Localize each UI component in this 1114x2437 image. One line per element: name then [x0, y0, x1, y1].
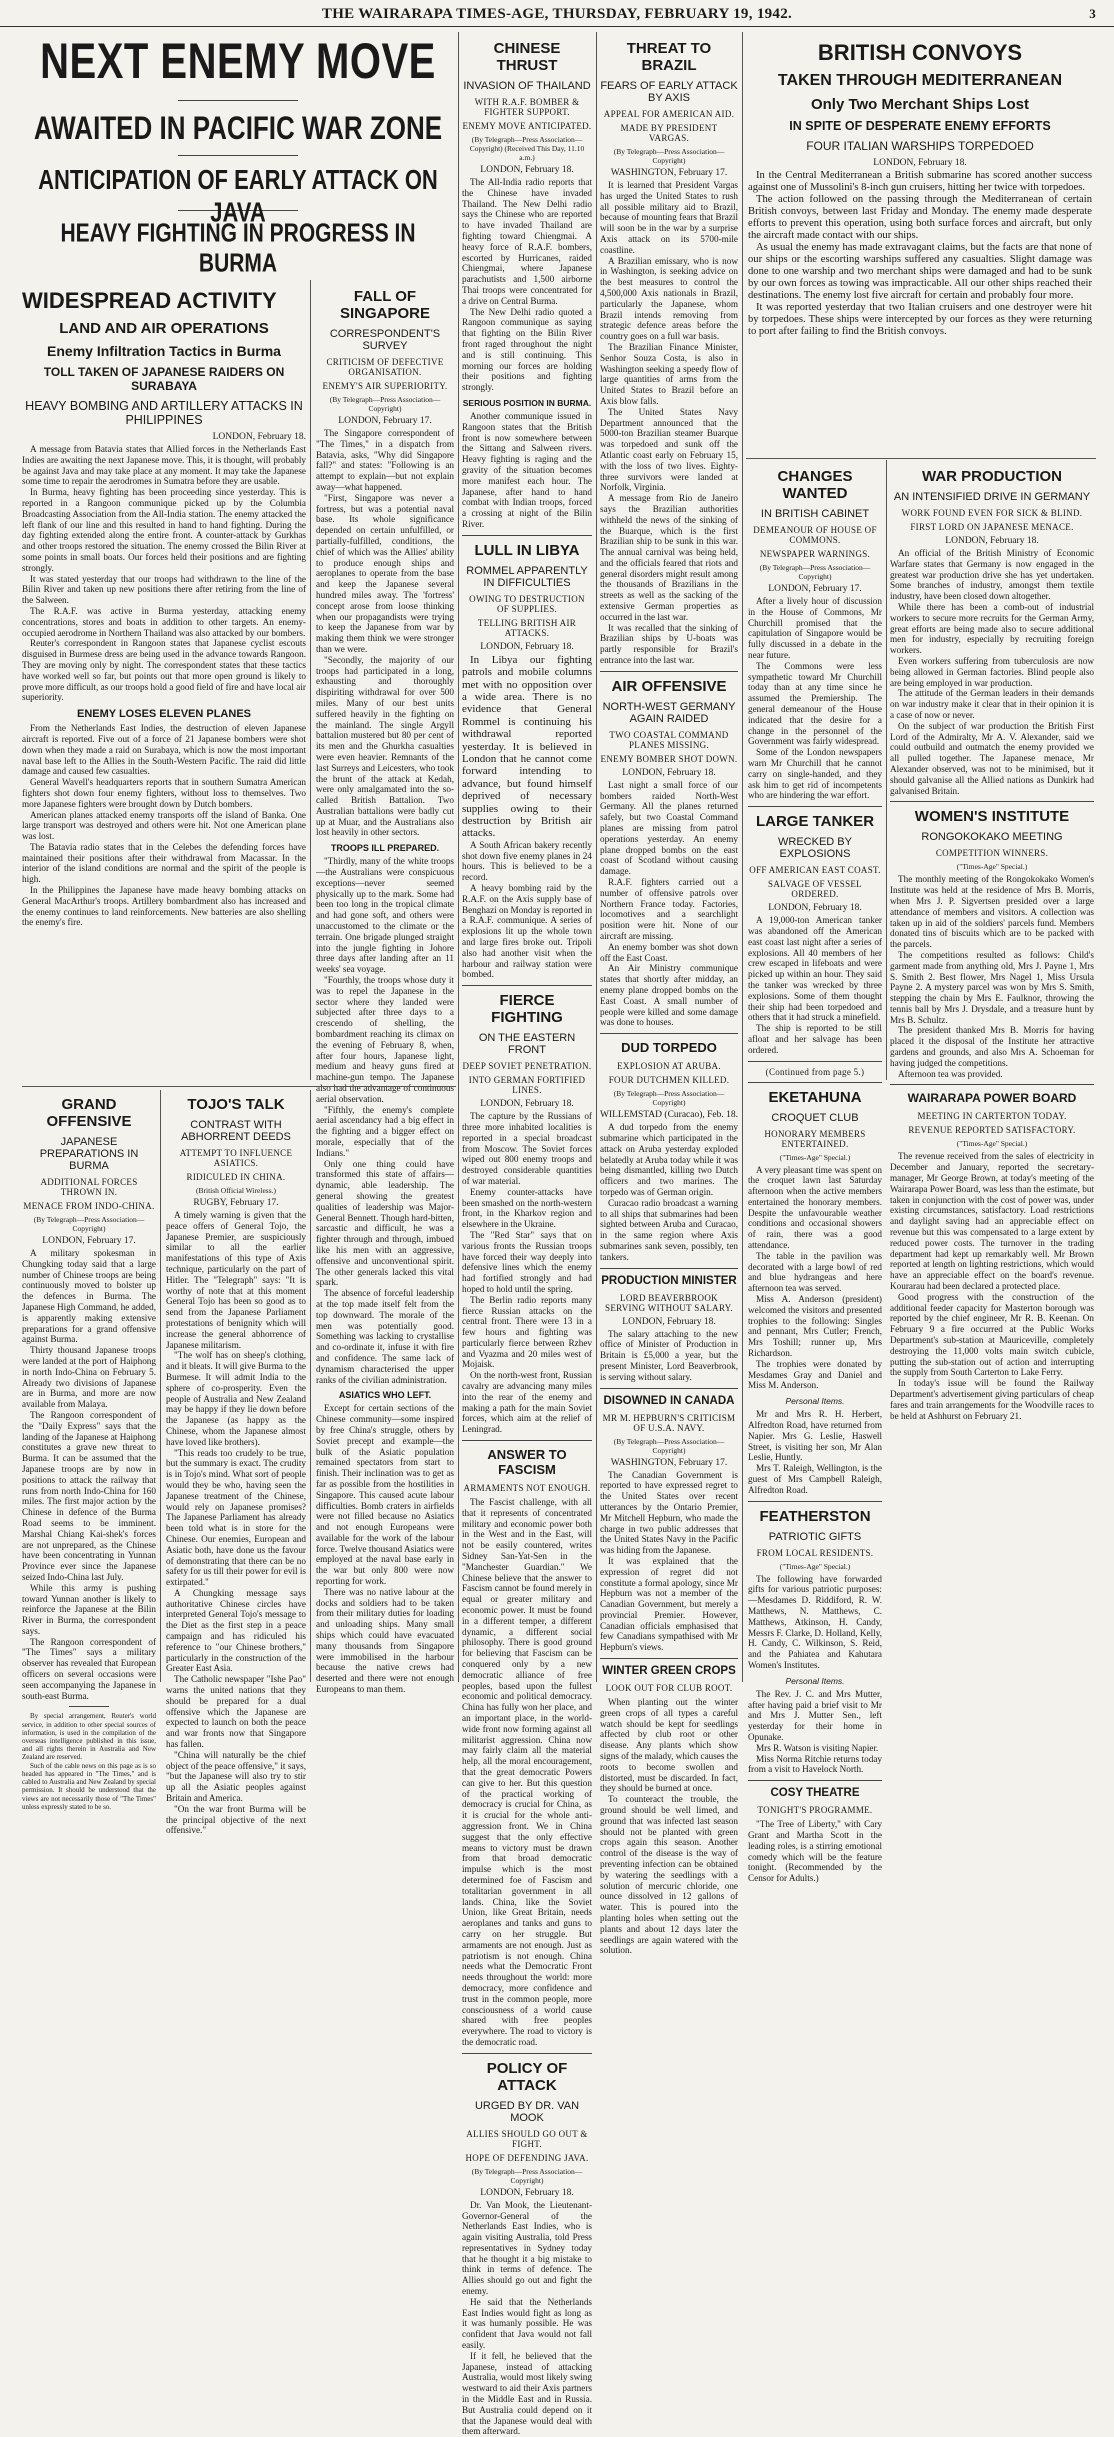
dateline: LONDON, February 17.	[338, 416, 432, 426]
paragraph: Afternoon tea was provided.	[898, 1068, 1003, 1079]
subheadline: HEAVY BOMBING AND ARTILLERY ATTACKS IN PHILIPPINES	[25, 399, 303, 427]
article-threat-to-brazil	[600, 40, 738, 666]
paragraph: The Fascist challenge, with all that it represents of concentrated military and economic power both in the West and in the East, will not be easily countered, writes Sidney San-Yat-Sen in the "Manchester Guardian." We Chinese believe that the answer to Fascism cannot be found merely in equal or greater military and economic power. It must be found in a different temper, a different dynamic, a different social philosophy. There is good ground for believing that Fascism can be conquered only by a new democratic alliance of free peoples, based upon the fullest economic and political democracy. China has fully won her place, and an important place, in the world-wide front now forming against all militarist aggression. China now may fairly claim all the material help, all the moral encouragement, that the great democratic Powers can give to her. But this question of the practical working of democracy is crucial for China, as it is crucial for the whole anti-aggression front. We in China suggest that the only effective means to victory must be drawn from that broad democratic impulse which is the most determined foe of Fascism and totalitarian government in all lands. China, like the Soviet Union, like Great Britain, needs aeroplanes and tanks and guns to carry on her struggle. But armaments are not enough. Just as patriotism is not enough. China needs what the Democratic Front needs throughout the world: more democracy, more confidence and trust in the common people, more consciousness of a world cause shared with free peoples everywhere. The road to victory is the democratic road.	[462, 1497, 592, 2047]
article-war-production	[890, 468, 1094, 796]
article-cosy-theatre	[748, 1787, 882, 1884]
column-rule	[458, 32, 459, 1682]
paragraph: The absence of forceful leadership at the top made itself felt from the top downward. The morale of the men was potentially good. Something was lacking to crystallise and co-ordinate it, infuse it with fire and confidence. The same lack of dynamism characterised the upper ranks of the civilian administration.	[316, 1288, 454, 1385]
subheadline: FOUR ITALIAN WARSHIPS TORPEDOED	[806, 139, 1034, 153]
paragraph: Mr and Mrs R. H. Herbert, Alfredton Road, have returned from Napier. Mrs G. Leslie, Haswell Street, is visiting her son, Mr Alan Leslie, Huntly.	[748, 1409, 882, 1463]
masthead	[0, 6, 1114, 27]
credit-line: (British Official Wireless.)	[195, 1186, 277, 1195]
paragraph: A Chungking message says authoritative Chinese circles have interpreted General Tojo's message to the Diet as the first step in a peace campaign and has ridiculed his reference to "our Chinese brothers," particularly in the construction of the Greater East Asia.	[166, 1587, 306, 1674]
subheadline: CRITICISM OF DEFECTIVE ORGANISATION.	[326, 357, 444, 377]
credit-line: ("Times-Age" Special.)	[779, 1152, 851, 1162]
subheadline: MENACE FROM INDO-CHINA.	[23, 1201, 155, 1211]
paragraph: An official of the British Ministry of Economic Warfare states that Germany is now engaged in the greatest war production drive she has yet undertaken. Some branches of industry, amongst them textile industry, have been closed down altogether.	[890, 548, 1094, 602]
paragraph: Last night a small force of our bombers raided North-West Germany. All the planes returned safely, but two Coastal Command planes are missing from patrol operations yesterday. An enemy plane dropped bombs on the east coast of Scotland without causing damage.	[600, 779, 738, 877]
paragraph: The United States Navy Department announced that the 5000-ton Brazilian steamer Buarque was torpedoed and sunk off the Atlantic coast early on February 15, with the loss of two lives. Eighty-three survivors were landed at Norfolk, Virginia.	[600, 406, 738, 493]
subheadline: NORTH-WEST GERMANY AGAIN RAIDED	[602, 700, 736, 725]
paragraph: If it fell, he believed that the Japanese, instead of attacking Australia, would most likely swing westward to aid their Axis partners in the Middle East and in Russia. But Australia could depend on it that the Japanese would deal with them afterward.	[462, 2350, 592, 2437]
credit-line: (By Telegraph—Press Association—Copyright) (Received This Day, 11.10 a.m.)	[469, 135, 585, 162]
article-power-board	[890, 1091, 1094, 1421]
subheadline: RONGOKOKAKO MEETING	[921, 831, 1063, 844]
paragraph: The attitude of the German leaders in their demands on war industry make it clear that in their opinion it is a case of now or never.	[890, 688, 1094, 720]
paragraph: There was no native labour at the docks and soldiers had to be taken from their military duties for loading and unloading ships. Many small ships which could have evacuated many thousands from Singapore were immobilised in the harbour because the native crews had deserted and there were not enough Europeans to man them.	[316, 1586, 454, 1695]
subheadline: ADDITIONAL FORCES THROWN IN.	[40, 1177, 138, 1197]
paragraph: "On the war front Burma will be the principal objective of the next offensive."	[166, 1803, 306, 1836]
dateline: LONDON, February 18.	[480, 2187, 574, 2198]
headline: FIERCE FIGHTING	[491, 992, 563, 1027]
lead-subhead-3: HEAVY FIGHTING IN PROGRESS IN BURMA	[60, 219, 416, 278]
column-rule	[596, 32, 597, 1682]
dateline: LONDON, February 18.	[873, 158, 967, 168]
section-rule	[22, 1086, 456, 1087]
headline: THREAT TO BRAZIL	[626, 40, 712, 74]
paragraph: R.A.F. fighters carried out a number of offensive patrols over Northern France today. Factories, locomotives and a searchlight position were hit. None of our aircraft are missing.	[600, 877, 738, 942]
article-winter-green-crops	[600, 1665, 738, 1956]
paragraph: As usual the enemy has made extravagant claims, but the facts are that none of our ships or the escorting warships suffered any casualties. Slight damage was done to one warship and two merchant ships were damaged and had to be sunk by our own forces as towing was impracticable. All our other ships reached their destinations. The enemy lost five aircraft for certain and probably four more.	[748, 242, 1092, 301]
subheadline: Enemy Infiltration Tactics in Burma	[47, 343, 281, 359]
paragraph: On the north-west front, Russian cavalry are advancing many miles into the rear of the enemy and making a path for the main Soviet forces, which aim at the relief of Leningrad.	[462, 1370, 592, 1435]
paragraph: A Brazilian emissary, who is now in Washington, is seeking advice on the best measures to control the 4,500,000 Axis nationals in Brazil, particularly the Japanese, whom Brazil intends removing from strategic defence areas before the country goes on a full war basis.	[600, 255, 738, 342]
paragraph: "This reads too crudely to be true, but the summary is exact. The crudity is in Tojo's mind. What sort of people would they be who, having seen the Japanese treatment of the Chinese, would rely on Japanese promises? The Japanese Parliament has already been told what is in store for the Chinese. Our enemies, European and Asiatic both, have done us the favour of demonstrating that there can be no safety for us till their power for evil is extirpated."	[166, 1447, 306, 1588]
subheadline: ENEMY'S AIR SUPERIORITY.	[322, 381, 448, 391]
paragraph: Except for certain sections of the Chinese community—some inspired by free China's struggle, others by Soviet precept and example—the bulk of the Asiatic population remained spectators from start to finish. Their inclination was to get as far as possible from the hostilities in Singapore. This caused acute labour difficulties. Bomb craters in airfields were not filled because no Asiatics and not enough Europeans were available for the work of the labour force. Twelve thousand Asiatics were employed at the naval base early in the war but only 800 were now reporting for work.	[316, 1403, 454, 1587]
headline: WOMEN'S INSTITUTE	[914, 808, 1070, 826]
page-number: 3	[1089, 6, 1096, 21]
paragraph: He said that the Netherlands East Indies would fight as long as it was humanly possible. He was confident that Java would not fall easily.	[462, 2296, 592, 2351]
subheadline: CONTRAST WITH ABHORRENT DEEDS	[181, 1119, 291, 1143]
paragraph: It was reported yesterday that two Italian cruisers and one destroyer were hit by torpedoes. These ships were intercepted by our forces as they were returning to port after failing to find the British convoys.	[748, 302, 1092, 337]
article-lull-in-libya	[462, 542, 592, 980]
headline: AIR OFFENSIVE	[611, 677, 727, 695]
section-subhead: ENEMY LOSES ELEVEN PLANES	[76, 708, 251, 721]
section-subhead: TROOPS ILL PREPARED.	[330, 843, 440, 854]
subheadline: JAPANESE PREPARATIONS IN BURMA	[39, 1136, 139, 1172]
lead-subhead-1: AWAITED IN PACIFIC WAR ZONE	[33, 109, 443, 147]
subheadline: HONORARY MEMBERS ENTERTAINED.	[764, 1128, 866, 1149]
subheadline: ALLIES SHOULD GO OUT & FIGHT.	[466, 2128, 588, 2149]
paragraph: Curacao radio broadcast a warning to all ships that submarines had been sighted between Aruba and Curacao, in the same region where Axis submarines sank seven, possibly, ten tankers.	[600, 1197, 738, 1262]
article-changes-wanted	[748, 468, 882, 801]
subheadline: ROMMEL APPARENTLY IN DIFFICULTIES	[466, 564, 588, 589]
headline: GRAND OFFENSIVE	[46, 1096, 132, 1130]
section-subhead: Personal Items.	[785, 1675, 845, 1686]
section-subhead: SERIOUS POSITION IN BURMA.	[462, 397, 592, 408]
credit-line: (By Telegraph—Press Association—Copyright)	[759, 563, 871, 581]
headline: FALL OF SINGAPORE	[339, 288, 430, 322]
section-subhead: Personal Items.	[785, 1396, 845, 1407]
paragraph: It is learned that President Vargas has urged the United States to rush all possible military aid to Brazil, because of mounting fears that Brazil will soon be in the war by a surprise Axis attack on its 5700-mile coastline.	[600, 180, 738, 255]
paragraph: "The Tree of Liberty," with Cary Grant and Martha Scott in the leading roles, is a stirring emotional comedy which will be the feature tonight. (Recommended by the Censor for Adults.)	[748, 1819, 882, 1884]
column-4	[600, 34, 739, 1956]
credit-line: ("Times-Age" Special.)	[779, 1561, 851, 1571]
paragraph: The Batavia radio states that in the Celebes the defending forces have maintained their positions after their withdrawal from Macassar. In the interior of the island conditions are normal and the spirit of the people is high.	[22, 841, 306, 885]
paragraph: "Fifthly, the enemy's complete aerial ascendancy had a big effect in the fighting and a bigger effect on morale, especially that of the Indians."	[316, 1104, 454, 1158]
credit-line: (By Telegraph—Press Association—Copyright)	[613, 1089, 725, 1108]
subheadline: DEMEANOUR OF HOUSE OF COMMONS.	[753, 525, 877, 545]
subheadline: CORRESPONDENT'S SURVEY	[329, 328, 441, 352]
paragraph: The Brazilian Finance Minister, Senhor Souza Costa, is also in Washington seeking a speedy flow of large quantities of arms from the United States to Brazil before an Axis blow falls.	[600, 341, 738, 406]
headline: FEATHERSTON	[759, 1507, 871, 1525]
paragraph: Miss Norma Ritchie returns today from a visit to Havelock North.	[748, 1753, 882, 1775]
paragraph: The president thanked Mrs B. Morris for having placed it the disposal of the Institute her attractive gardens and grounds, and also Mrs A. Schoeman for having judged the competitions.	[890, 1025, 1094, 1068]
paragraph: The following have forwarded gifts for various patriotic purposes:—Mesdames D. Riddiford, R. W. Matthews, N. Matthews, C. Matthews, Atkinson, H. Candy, Messrs F. Clarke, D. Holland, Kelly, H. Candy, C. Wilkinson, S. Reid, and the Pahiatea and Kahutara Women's Institutes.	[748, 1573, 882, 1670]
footnote: By special arrangement, Reuter's world service, in addition to other special sources of information, is used in the compilation of the overseas intelligence published in this issue, and all rights therein in Australia and New Zealand are reserved.	[22, 1712, 156, 1762]
subheadline: MADE BY PRESIDENT VARGAS.	[620, 123, 718, 143]
headline: BRITISH CONVOYS	[817, 40, 1023, 65]
headline: PRODUCTION MINISTER	[601, 1274, 737, 1287]
credit-line: ("Times-Age" Special.)	[956, 1139, 1028, 1149]
paragraph: An enemy bomber was shot down off the East Coast.	[600, 941, 738, 963]
paragraph: The All-India radio reports that the Chinese have invaded Thailand. The New Delhi radio says the Chinese who are reported to have invaded Thailand are fighting toward Chiengmai. A heavy force of R.A.F. bombers, escorted by Hurricanes, raided Chiengmai, where Japanese parachutists and 1,500 airborne Thai troops were concentrated for a drive on Central Burma.	[462, 177, 592, 306]
article-answer-to-fascism	[462, 1447, 592, 2048]
paragraph: The ship is reported to be still afloat and her salvage has been ordered.	[748, 1023, 882, 1055]
masthead-title: THE WAIRARAPA TIMES-AGE, THURSDAY, FEBRUARY 19, 1942.	[321, 6, 793, 22]
paragraph: When planting out the winter green crops of all types a careful watch should be kept for seedlings affected by club root or other disease. Any plants which show signs of the malady, which causes the roots to become swollen and distorted, must be discarded. In fact, they should be burned at once.	[600, 1697, 738, 1794]
credit-line: (By Telegraph—Press Association—Copyright)	[613, 147, 725, 165]
subheadline: OWING TO DESTRUCTION OF SUPPLIES.	[469, 593, 585, 614]
subheadline: FIRST LORD ON JAPANESE MENACE.	[910, 522, 1074, 532]
paragraph: It was stated yesterday that our troops had withdrawn to the line of the Bilin River and taken up new positions there after retiring from the line of the Salween.	[22, 573, 306, 606]
subheadline: FEARS OF EARLY ATTACK BY AXIS	[600, 80, 738, 104]
subheadline: FOUR DUTCHMEN KILLED.	[608, 1075, 730, 1086]
paragraph: "Thirdly, many of the white troops—the Australians were conspicuous exceptions—never seemed physically up to the mark. Some had been too long in the tropical climate and had gone soft, and others were unaccustomed to the climate or the terrain. One brigade plunged straight into the jungle fighting in Johore three days after landing after an 11 weeks' sea voyage.	[316, 856, 454, 975]
paragraph: Even workers suffering from tuberculosis are now being allowed in German factories. Blind people also are being employed in war production.	[890, 655, 1094, 688]
headline: CHANGES WANTED	[777, 468, 853, 502]
credit-line: ("Times-Age" Special.)	[956, 862, 1028, 872]
paragraph: A message from Batavia states that Allied forces in the Netherlands East Indies are awaiting the next Japanese move. This, it is thought, will probably be against Java and may take place at any moment. It may take the Japanese some time to repair the aerodromes in Sumatra before they are usable.	[22, 444, 306, 487]
dateline: WASHINGTON, February 17.	[610, 1457, 728, 1468]
headline: LARGE TANKER	[755, 813, 875, 831]
paragraph: The R.A.F. was active in Burma yesterday, attacking enemy concentrations, stores and boats in addition to other targets. An enemy-occupied aerodrome in Northern Thailand was also attacked by our bombers.	[22, 605, 306, 638]
paragraph: The table in the pavilion was decorated with a large bowl of red and blue hydrangeas and here afternoon tea was served.	[748, 1250, 882, 1294]
dateline: WILLEMSTAD (Curacao), Feb. 18.	[600, 1110, 739, 1121]
paragraph: Enemy counter-attacks have been smashed on the north-western front, in the Kharkov region and elsewhere in the Ukraine.	[462, 1186, 592, 1230]
credit-line: (By Telegraph—Press Association—Copyright)	[329, 395, 441, 413]
paragraph: A very pleasant time was spent on the croquet lawn last Saturday afternoon when the active members entertained the honorary members. Despite the unfavourable weather conditions and occasional showers of rain, there was a good attendance.	[748, 1164, 882, 1251]
subheadline: ATTEMPT TO INFLUENCE ASIATICS.	[179, 1148, 293, 1168]
paragraph: The Singapore correspondent of "The Times," in a dispatch from Batavia, asks, "Why did Singapore fall?" and states: "Following is an attempt to explain—but not explain away—what happened.	[316, 428, 454, 492]
lead-subhead-2: ANTICIPATION OF EARLY ATTACK ON JAVA	[38, 164, 438, 228]
paragraph: Mrs T. Raleigh, Wellington, is the guest of Mrs Campbell Raleigh, Alfredton Road.	[748, 1463, 882, 1495]
headline: WIDESPREAD ACTIVITY	[22, 288, 277, 313]
subheadline: IN BRITISH CABINET	[760, 508, 870, 520]
paragraph: "The wolf has on sheep's clothing, and it bleats. It will give Burma to the Burmese. It will admit India to the sphere of co-prosperity. Even the people of Australia and New Zealand may be happy if they lie down before the Japanese (as happy as the Chinese, whom the Japanese almost have loved like brothers).	[166, 1350, 306, 1447]
paragraph: Good progress with the construction of the additional feeder capacity for Masterton borough was reported by the chief engineer, Mr R. B. Keenan. On February 9 a fire occurred at the Public Works Department's sub-station at Mauriceville, completely destroying the 11,000 volts main switch cubicle, putting the sub-station out of action and interrupting the supply from South Carterton to Lake Ferry.	[890, 1291, 1094, 1378]
paragraph: The competitions resulted as follows: Child's garment made from anything old, Mrs J. Payne 1, Mrs S. Smith 2. Best flower, Mrs Nagel 1, Miss Ursula Payne 2. A mystery parcel was won by Mrs S. Smith, stepping the chain by Mrs E. Faulknor, throwing the tennis ball by Mrs J. Drysdale, and a treasure hunt by Mrs B. Schultz.	[890, 949, 1094, 1025]
paragraph: The Canadian Government is reported to have expressed regret to the United States over recent utterances by the Ontario Premier, Mr Mitchell Hepburn, who made the charge in two public addresses that the United States Navy in the Pacific was hiding from the Japanese.	[600, 1469, 738, 1556]
article-british-convoys	[748, 34, 1092, 454]
credit-line: (By Telegraph—Press Association—Copyright)	[33, 1215, 145, 1233]
headline: DISOWNED IN CANADA	[603, 1394, 735, 1407]
headline: ANSWER TO FASCISM	[487, 1447, 567, 1478]
subheadline: DEEP SOVIET PENETRATION.	[462, 1061, 592, 1072]
paragraph: A dud torpedo from the enemy submarine which participated in the attack on Aruba yesterday exploded belatedly at Aruba today while it was being dismantled, killing two Dutch officers and two marines. The torpedo was of German origin.	[600, 1122, 738, 1197]
subheadline: TELLING BRITISH AIR ATTACKS.	[477, 617, 577, 638]
column-rule	[310, 1090, 311, 1682]
subheadline: RIDICULED IN CHINA.	[186, 1172, 286, 1182]
paragraph: The trophies were donated by Mesdames Gray and Daniel and Miss M. Anderson.	[748, 1358, 882, 1391]
article-air-offensive	[600, 678, 738, 1028]
headline: WAIRARAPA POWER BOARD	[907, 1091, 1077, 1106]
paragraph: A South African bakery recently shot down five enemy planes in 24 hours. This is believed to be a record.	[462, 839, 592, 883]
article-chinese-thrust	[462, 40, 592, 530]
paragraph: The Commons were less sympathetic toward Mr Churchill today than at any time since he assumed the Premiership. The general demeanour of the House indicated that the desire for a change in the personnel of the Government was fairly widespread.	[748, 660, 882, 747]
section-subhead: ASIATICS WHO LEFT.	[338, 1390, 432, 1401]
headline: WAR PRODUCTION	[922, 468, 1062, 485]
dateline: LONDON, February 18.	[945, 536, 1039, 546]
dateline: LONDON, February 18.	[622, 767, 716, 778]
subheadline: TAKEN THROUGH MEDITERRANEAN	[777, 72, 1063, 89]
dateline: LONDON, February 18.	[212, 432, 306, 442]
paragraph: "China will naturally be the chief object of the peace offensive," it says, "but the Japanese will also try to stir up all the Asiatic peoples against Britain and America.	[166, 1749, 306, 1804]
paragraph: "Secondly, the majority of our troops had participated in a long, exhausting and thoroughly dispiriting withdrawal for over 500 miles. Many of our best units suffered heavily in the fighting on the mainland. The single Argyll battalion mustered but 80 per cent of its men and the Ghurkha casualties were even heavier. Remnants of the last Surreys and Leicesters, who took the brunt of the attack at Kedah, were only amalgamated into the so-called British Battalion. Two Australian battalions were badly cut up at Muar, and the Australians also lost heavily in other sectors.	[316, 654, 454, 838]
article-disowned-in-canada	[600, 1395, 738, 1654]
subheadline: INVASION OF THAILAND	[463, 80, 591, 92]
article-womens-institute	[890, 808, 1094, 1079]
subheadline: OFF AMERICAN EAST COAST.	[749, 865, 881, 876]
article-grand-offensive	[22, 1090, 156, 1811]
paragraph: The Rangoon correspondent of the "Daily Express" says that the landing of the Japanese at Haiphong constitutes a grave new threat to Burma. It can be assumed that the Japanese troops are by now in positions to attack the railway that runs from north Indo-China for 160 miles. The first major action by the Chinese in defence of the Burma Road seems to be imminent. Marshal Chiang Kai-shek's forces are not unprepared, as the Chinese have been concentrating in Yunnan Province ever since the Japanese seized Indo-China last July.	[22, 1409, 156, 1582]
dateline: LONDON, February 18.	[480, 641, 574, 652]
subheadline: HOPE OF DEFENDING JAVA.	[465, 2152, 589, 2163]
column-5	[748, 462, 882, 1884]
subheadline: URGED BY DR. VAN MOOK	[474, 2099, 580, 2124]
subheadline: NEWSPAPER WARNINGS.	[759, 549, 871, 559]
footnote: Such of the cable news on this page as is so headed has appeared in "The Times," and is cabled to Australia and New Zealand by special permission. It should be understood that the views are not necessarily those of "The Times" unless expressly stated to be so.	[22, 1761, 156, 1811]
subheadline: EXPLOSION AT ARUBA.	[617, 1061, 721, 1072]
article-eketahuna	[748, 1089, 882, 1496]
paragraph: In the Central Mediterranean a British submarine has scored another success against one of Mussolini's 8-inch gun cruisers, hitting her twice with torpedoes.	[748, 170, 1092, 193]
article-tojos-talk	[166, 1090, 306, 1836]
credit-line: (By Telegraph—Press Association—Copyright)	[471, 2166, 583, 2185]
subheadline: MEETING IN CARTERTON TODAY.	[917, 1111, 1067, 1122]
paragraph: In today's issue will be found the Railway Department's advertisement giving particulars of cheap fares and train arrangements for the Woodville races to be held at Ashhurst on February 21.	[890, 1378, 1094, 1421]
article-featherston	[748, 1508, 882, 1776]
paragraph: To counteract the trouble, the ground should be well limed, and ground that was infected last season should not be planted with green crops again this season. Another control of the disease is the way of preventing infection can be obtained by watering the seedlings with a solution of mercuric chloride, one ounce dissolved in 12 gallons of water. This is poured into the planting holes when setting out the plants and about 12 days later the seedlings are again watered with the solution.	[600, 1794, 738, 1956]
paragraph: "Fourthly, the troops whose duty it was to repel the Japanese in the sector where they landed were subjected after three days to a crescendo of shelling, the bombardment reaching its climax on the evening of February 8, when, after four hours, Japanese light, medium and heavy guns fired at machine-gun tempo. The Japanese also had the advantage of continuous aerial observation.	[316, 975, 454, 1104]
dateline: LONDON, February 18.	[480, 1099, 574, 1110]
dateline: RUGBY, February 17.	[193, 1198, 279, 1208]
paragraph: The capture by the Russians of three more inhabited localities is reported in a special broadcast from Moscow. The Soviet forces wiped out 800 enemy troops and destroyed considerable quantities of war material.	[462, 1111, 592, 1186]
headline: POLICY OF ATTACK	[486, 2059, 568, 2094]
paragraph: The monthly meeting of the Rongokokako Women's Institute was held at the residence of Mrs B. Morris, when Mrs J. P. Sigvertsen presided over a large attendance of members and visitors. A collection was taken up in aid of the soldiers' parcels fund. Members donated tins of biscuits which are to be packed with the parcels.	[890, 874, 1094, 950]
headline: COSY THEATRE	[770, 1787, 860, 1800]
paragraph: American planes attacked enemy transports off the island of Banka. One large transport was destroyed and others were hit. Not one American plane was lost.	[22, 809, 306, 842]
paragraph: While there has been a comb-out of industrial workers to secure more recruits for the German Army, great efforts are being made also to secure additional men for industry, especially by recruiting foreign workers.	[890, 601, 1094, 656]
subheadline: ENEMY BOMBER SHOT DOWN.	[600, 753, 738, 764]
subheadline: CROQUET CLUB	[771, 1111, 859, 1124]
headline: WINTER GREEN CROPS	[602, 1665, 736, 1678]
paragraph: Thirty thousand Japanese troops were landed at the port of Haiphong in north Indo-China on February 5. Already two divisions of Japanese are in Burma, and more are now available from Malaya.	[22, 1345, 156, 1410]
headline: TOJO'S TALK	[187, 1096, 285, 1113]
paragraph: In the Philippines the Japanese have made heavy bombing attacks on General MacArthur's troops. Artillery bombardment also has increased and the enemy continues to land reinforcements. New batteries are also shelling the enemy's fire.	[22, 885, 306, 928]
subheadline: MR M. HEPBURN'S CRITICISM OF U.S.A. NAVY.	[602, 1412, 736, 1433]
credit-line: (By Telegraph—Press Association—Copyright)	[613, 1436, 725, 1455]
column-3	[462, 34, 592, 2437]
article-large-tanker	[748, 813, 882, 1055]
subheadline: AN INTENSIFIED DRIVE IN GERMANY	[893, 491, 1091, 503]
paragraph: In Burma, heavy fighting has been proceeding since yesterday. This is reported in a Rangoon communique picked up by the Columbia Broadcasting Association from the All-India station. The enemy attacked the left flank of our line and this resulted in hand to hand fighting. During the day fighting extended along the entire front. A counter-attack by Gurkhas and other troops restored the situation. The enemy crossed the Bilin River at some points in small boats. Our forces held their positions and are fighting strongly.	[22, 487, 306, 573]
paragraph: The action followed on the passing through the Mediterranean of certain British convoys, between last Friday and Monday. The enemy made desperate efforts to prevent this operation, using both surface forces and aircraft, but only the aircraft made contact with our ships.	[748, 194, 1092, 241]
article-widespread-activity	[22, 282, 306, 1082]
paragraph: A military spokesman in Chungking today said that a large number of Chinese troops are being continuously moved to bolster up the defences in Burma. The Japanese High Command, he added, is apparently making extensive preparations for a grand offensive against Burma.	[22, 1248, 156, 1345]
subheadline: ENEMY MOVE ANTICIPATED.	[462, 121, 592, 131]
article-fierce-fighting	[462, 992, 592, 1435]
headline: DUD TORPEDO	[621, 1040, 717, 1056]
paragraph: After a lively hour of discussion in the House of Commons, Mr Churchill promised that the capitulation of Singapore would be fully discussed in a debate in the near future.	[748, 596, 882, 660]
paragraph: Dr. Van Mook, the Lieutenant-Governor-General of the Netherlands East Indies, who is again visiting Australia, told Press representatives in Sydney today that he thought it a big mistake to think in terms of defence. The Allies should go out and fight the enemy.	[462, 2199, 592, 2297]
paragraph: The Rev. J. C. and Mrs Mutter, after having paid a brief visit to Mr and Mrs J. Mutter Sen., left yesterday for their home in Opunake.	[748, 1688, 882, 1742]
subheadline: TWO COASTAL COMMAND PLANES MISSING.	[609, 729, 729, 750]
column-rule	[886, 460, 887, 1080]
subheadline: PATRIOTIC GIFTS	[768, 1530, 862, 1543]
paragraph: Some of the London newspapers warn Mr Churchill that he cannot carry on single-handed, and they ask him to get rid of incompetents who are hindering the war effort.	[748, 747, 882, 801]
subheadline: IN SPITE OF DESPERATE ENEMY EFFORTS	[789, 119, 1051, 133]
subheadline: WRECKED BY EXPLOSIONS	[778, 836, 852, 861]
paragraph: The "Red Star" says that on various fronts the Russian troops have forced their way deeply into defensive lines which the enemy had fortified strongly and had hoped to hold until the spring.	[462, 1229, 592, 1294]
paragraph: Mrs R. Watson is visiting Napier.	[756, 1742, 879, 1753]
article-dud-torpedo	[600, 1040, 738, 1262]
subheadline: COMPETITION WINNERS.	[935, 848, 1049, 859]
paragraph: The New Delhi radio quoted a Rangoon communique as saying that fighting on the Bilin River front raged throughout the night and is still continuing. This morning our forces are holding their positions and fighting strongly.	[462, 306, 592, 393]
paragraph: A timely warning is given that the peace offers of General Tojo, the Japanese Premier, are suspiciously similar to all the earlier manifestations of this type of Axis technique, particularly on the part of Hitler. The "Telegraph" says: "It is worthy of note that at this moment General Tojo has been so good as to send from the Japanese Parliament protestations of benignity which will increase the general abhorrence of Japanese militarism.	[166, 1210, 306, 1350]
subheadline: APPEAL FOR AMERICAN AID.	[603, 109, 735, 119]
paragraph: It was explained that the expression of regret did not constitute a formal apology, since Mr Hepburn was not a member of the Canadian Government, but merely a provincial Premier. However, Canadian officials emphasised that few Canadians sympathised with Mr Hepburn's views.	[600, 1555, 738, 1653]
column-rule	[160, 1090, 161, 1682]
lead-headline: NEXT ENEMY MOVE	[40, 34, 436, 89]
subheadline: LOOK OUT FOR CLUB ROOT.	[605, 1683, 733, 1694]
article-fall-of-singapore	[316, 282, 454, 1695]
dateline: LONDON, February 18.	[768, 903, 862, 914]
dateline: LONDON, February 17.	[42, 1236, 136, 1246]
subheadline: WORK FOUND EVEN FOR SICK & BLIND.	[901, 508, 1083, 518]
column-rule	[310, 280, 311, 1080]
paragraph: The Rangoon correspondent of "The Times" says a military observer has revealed that European officers on several occasions were seen accompanying the Japanese in south-east Burma.	[22, 1636, 156, 1701]
paragraph: General Wavell's headquarters reports that in southern Sumatra American fighters shot down four enemy fighters, without loss to themselves. Two more Japanese fighters were brought down by Dutch bombers.	[22, 777, 306, 809]
subheadline: Only Two Merchant Ships Lost	[810, 96, 1030, 113]
article-policy-of-attack	[462, 2060, 592, 2437]
subheadline: SALVAGE OF VESSEL ORDERED.	[768, 879, 862, 900]
subheadline: TOLL TAKEN OF JAPANESE RAIDERS ON SURABAYA	[43, 365, 285, 393]
paragraph: While this army is pushing toward Yunnan another is likely to reinforce the Japanese at the Bilin River in Burma, the correspondent says.	[22, 1582, 156, 1636]
subheadline: ON THE EASTERN FRONT	[478, 1032, 576, 1057]
article-production-minister	[600, 1275, 738, 1383]
column-6	[890, 462, 1094, 1682]
paragraph: The salary attaching to the new office of Minister of Production in Britain is £5,000 a year, but the present Minister, Lord Beaverbrook, is serving without salary.	[600, 1328, 738, 1382]
column-rule	[742, 32, 743, 1682]
paragraph: Miss A. Anderson (president) welcomed the visitors and presented trophies to the following: Singles and pennant, Mrs Cutler; French, Mrs Toshill; runner up, Mrs Richardson.	[748, 1294, 882, 1359]
paragraph: Reuter's correspondent in Rangoon states that Japanese cyclist escouts disguised in Burmese dress are being used in the advance towards Rangoon. They are moving only by night. The correspondent states that these tactics have worked well so far, but points out that more open ground is likely to prove more difficult, as our troops hold a good field of fire and have local air superiority.	[22, 638, 306, 703]
paragraph: The Berlin radio reports many fierce Russian attacks on the central front. There were 13 in a few hours and fighting was particularly fierce between Rzhev and Vyazma and 20 miles west of Mojaisk.	[462, 1294, 592, 1370]
subheadline: TONIGHT'S PROGRAMME.	[757, 1805, 873, 1816]
dateline: LONDON, February 17.	[768, 584, 862, 594]
paragraph: Only one thing could have transformed this state of affairs—dynamic, able leadership. The general showing the greatest qualities of leadership was Major-General Bennett. Though hard-bitten, sarcastic and difficult, he was a fighter through and through, imbued like his men with an aggressive, offensive and unconventional spirit. The other generals lacked this vital spark.	[316, 1158, 454, 1288]
subheadline: INTO GERMAN FORTIFIED LINES.	[468, 1075, 586, 1096]
headline: EKETAHUNA	[768, 1088, 862, 1106]
dateline: LONDON, February 18.	[480, 165, 574, 175]
paragraph: On the subject of war production the British First Lord of the Admiralty, Mr A. V. Alexander, said we could outbuild and outmatch the enemy provided we all pulled together. The Japanese menace, Mr Alexander observed, was not to be minimised, but it should galvanise all the Allied nations as Dunkirk had galvanised Britain.	[890, 720, 1094, 796]
dateline: LONDON, February 18.	[622, 1316, 716, 1327]
paragraph: An Air Ministry communique states that shortly after midday, an enemy plane dropped bombs on the East Coast. A small number of people were killed and some damage was done to houses.	[600, 963, 738, 1028]
paragraph: A heavy bombing raid by the R.A.F. on the Axis supply base of Benghazi on Monday is reported in a R.A.F. communique. A series of explosions lit up the whole town and large fires broke out. Tripoli also had another visit when the harbour and railway station were bombed.	[462, 882, 592, 980]
paragraph: Another communique issued in Rangoon states that the British front is now somewhere between the Sittang and Salween rivers. Heavy fighting is raging and the gravity of the situation becomes more manifest each hour. The Japanese, after hand to hand combat with Indian troops, forced a crossing at night of the Bilin River.	[462, 410, 592, 529]
headline: CHINESE THRUST	[493, 40, 561, 74]
subheadline: FROM LOCAL RESIDENTS.	[756, 1547, 874, 1558]
continued-note: (Continued from page 5.)	[765, 1066, 865, 1077]
paragraph: A message from Rio de Janeiro says the Brazilian authorities withheld the news of the sinking of the Buarque, which is the first Brazilian ship to be sunk in this war. The annual carnival was being held, and the officials feared that riots and general disorders might result among the thousands of Brazilians in the streets as well as the sacking of the extensive German properties as occurred in the last war.	[600, 493, 738, 622]
subheadline: LORD BEAVERBROOK SERVING WITHOUT SALARY.	[605, 1292, 733, 1313]
subheadline: WITH R.A.F. BOMBER & FIGHTER SUPPORT.	[474, 97, 580, 117]
paragraph: "First, Singapore was never a fortress, but was a potential naval base. Its whole significance depended on certain unfulfilled, or partially-fulfilled, conditions, the chief of which was the Allies' ability to produce enough ships and aeroplanes to operate from the base and keep the Japanese several hundred miles away. The 'fortress' concept arose from loose thinking when our propagandists were trying to keep the Japanese from war by making them think we were stronger than we were.	[316, 492, 454, 654]
section-rule	[746, 458, 1096, 459]
paragraph: It was recalled that the sinking of Brazilian ships by U-boats was partly responsible for Brazil's entrance into the last war.	[600, 622, 738, 666]
paragraph: From the Netherlands East Indies, the destruction of eleven Japanese aircraft is reported. Five out of a force of 21 Japanese bombers were shot down when they made a raid on Surabaya, which is now the most important naval base left to the Allies in the South-Western Pacific. The raid did little damage and caused few casualties.	[22, 723, 306, 777]
subheadline: LAND AND AIR OPERATIONS	[59, 320, 269, 337]
subheadline: ARMAMENTS NOT ENOUGH.	[463, 1483, 591, 1494]
paragraph: A 19,000-ton American tanker was abandoned off the American east coast last night after a series of explosions. All 40 members of her crew escaped in lifeboats and were picked up within an hour. They said the tanker was wrecked by three explosions. Some of them thought their ship had been torpedoed and others that it had struck a minefield.	[748, 915, 882, 1023]
headline: LULL IN LIBYA	[474, 541, 580, 559]
paragraph: The Catholic newspaper "Ishe Pao" warns the united nations that they should be prepared for a dual offensive which the Japanese are expected to launch on both the peace and war fronts now that Singapore has fallen.	[166, 1674, 306, 1750]
subheadline: REVENUE REPORTED SATISFACTORY.	[908, 1125, 1076, 1136]
paragraph: The revenue received from the sales of electricity in December and January, reported the secretary-manager, Mr George Brown, at today's meeting of the Wairarapa Power Board, was less than the estimate, but taken in conjunction with the cost of power was, under existing circumstances, satisfactory. Load restrictions and daylight saving had an appreciable effect on revenue but this was compensated to a large extent by reduced power costs. The turnover in the trading department had kept up remarkably well. Mr Brown reported at length on lighting restrictions, which would have an appreciable effect on the board's revenue. Kourarau had been declared a protected place.	[890, 1151, 1094, 1292]
dateline: WASHINGTON, February 17.	[610, 168, 728, 178]
paragraph: In Libya our fighting patrols and mobile columns met with no opposition over a wide area. There is no evidence that General Rommel is continuing his withdrawal reported yesterday. It is believed in London that he cannot come forward intending to advance, but found himself deprived of necessary supplies owing to their destruction by British air attacks.	[462, 653, 592, 840]
lead-headline-block	[22, 34, 454, 284]
